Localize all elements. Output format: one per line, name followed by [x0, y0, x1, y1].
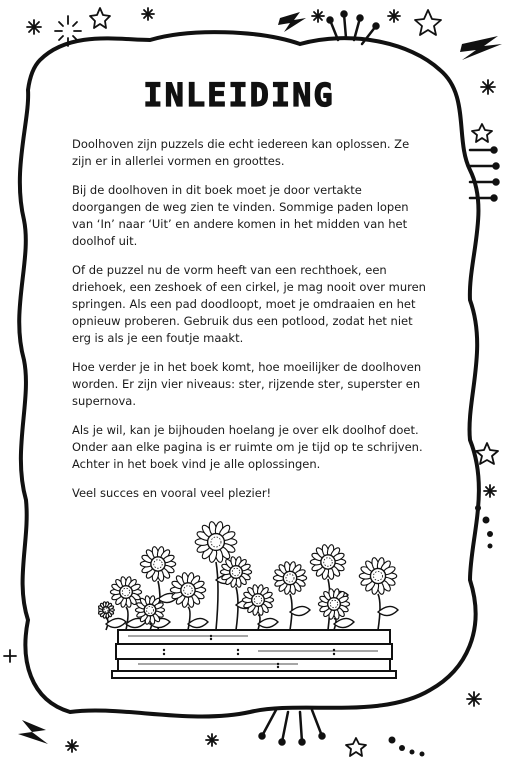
flower-stem [126, 607, 128, 630]
flower-leaf [258, 618, 278, 627]
sparkle-icon [206, 734, 218, 746]
lightning-icon [278, 12, 306, 32]
sunflower [242, 584, 273, 616]
sparkle-icon [312, 10, 324, 22]
lightning-icon [18, 720, 48, 744]
radiating-lines-icon [470, 148, 499, 201]
sunflower [273, 561, 306, 595]
intro-text [72, 136, 430, 514]
sunflower [359, 557, 396, 595]
star-icon [472, 124, 492, 142]
dots-icon [389, 737, 425, 757]
sparkle-icon [4, 650, 16, 662]
sunflower [98, 602, 114, 619]
sunflower [220, 556, 251, 588]
sunflower [135, 595, 164, 624]
sunflower [310, 544, 345, 580]
paragraph: Als je wil, kan je bijhouden hoelang je over elk doolhof doet. Onder aan elke pagina is er ruimte om je tijd op te schrijven. Achter in het boek vind je alle oplossingen. [72, 423, 423, 471]
radiating-lines-icon [260, 710, 325, 745]
flower-leaf [106, 618, 126, 627]
paragraph: Bij de doolhoven in dit boek moet je door vertakte doorgangen de weg zien te vinden. Sommige paden lopen van ‘In’ naar ‘Uit’ en andere komen in het midden van het doolhof uit. [72, 183, 409, 248]
sunflower [170, 572, 205, 608]
flower-stem [236, 587, 238, 630]
flower-leaf [188, 618, 208, 627]
sparkle-icon [142, 8, 154, 20]
flower-stem [216, 562, 218, 630]
star-icon [90, 8, 110, 28]
sunflower-planter-illustration [98, 512, 408, 680]
paragraph: Of de puzzel nu de vorm heeft van een rechthoek, een driehoek, een zeshoek of een cirkel, je mag nooit over muren springen. Als een pad doodloopt, moet je omdraaien en het opnieuw proberen. Gebruik dus een potlood, zodat het niet erg is als je een foutje maakt. [72, 263, 426, 345]
sunflower [318, 588, 349, 620]
paragraph: Veel succes en vooral veel plezier! [72, 486, 272, 500]
sparkle-icon [66, 740, 78, 752]
flower-leaf [378, 606, 398, 615]
flower-leaf [290, 606, 310, 615]
star-icon [476, 443, 498, 464]
paragraph: Doolhoven zijn puzzels die echt iedereen kan oplossen. Ze zijn er in allerlei vormen en groottes. [72, 137, 410, 168]
sparkle-icon [481, 80, 495, 94]
star-icon [415, 10, 441, 35]
flower-stem [188, 607, 190, 630]
sparkle-icon [388, 10, 400, 22]
sunflower [140, 546, 175, 582]
sunflower [195, 521, 237, 563]
page-title: INLEIDING [143, 76, 335, 114]
sparkle-icon [484, 485, 496, 497]
star-icon [346, 738, 366, 756]
planter-box [112, 630, 396, 678]
paragraph: Hoe verder je in het boek komt, hoe moeilijker de doolhoven worden. Er zijn vier niveaus: ster, rijzende ster, superster en supernova. [72, 360, 422, 408]
sparkle-icon [27, 20, 41, 34]
sparkle-icon [467, 692, 481, 706]
lightning-icon [460, 36, 502, 60]
